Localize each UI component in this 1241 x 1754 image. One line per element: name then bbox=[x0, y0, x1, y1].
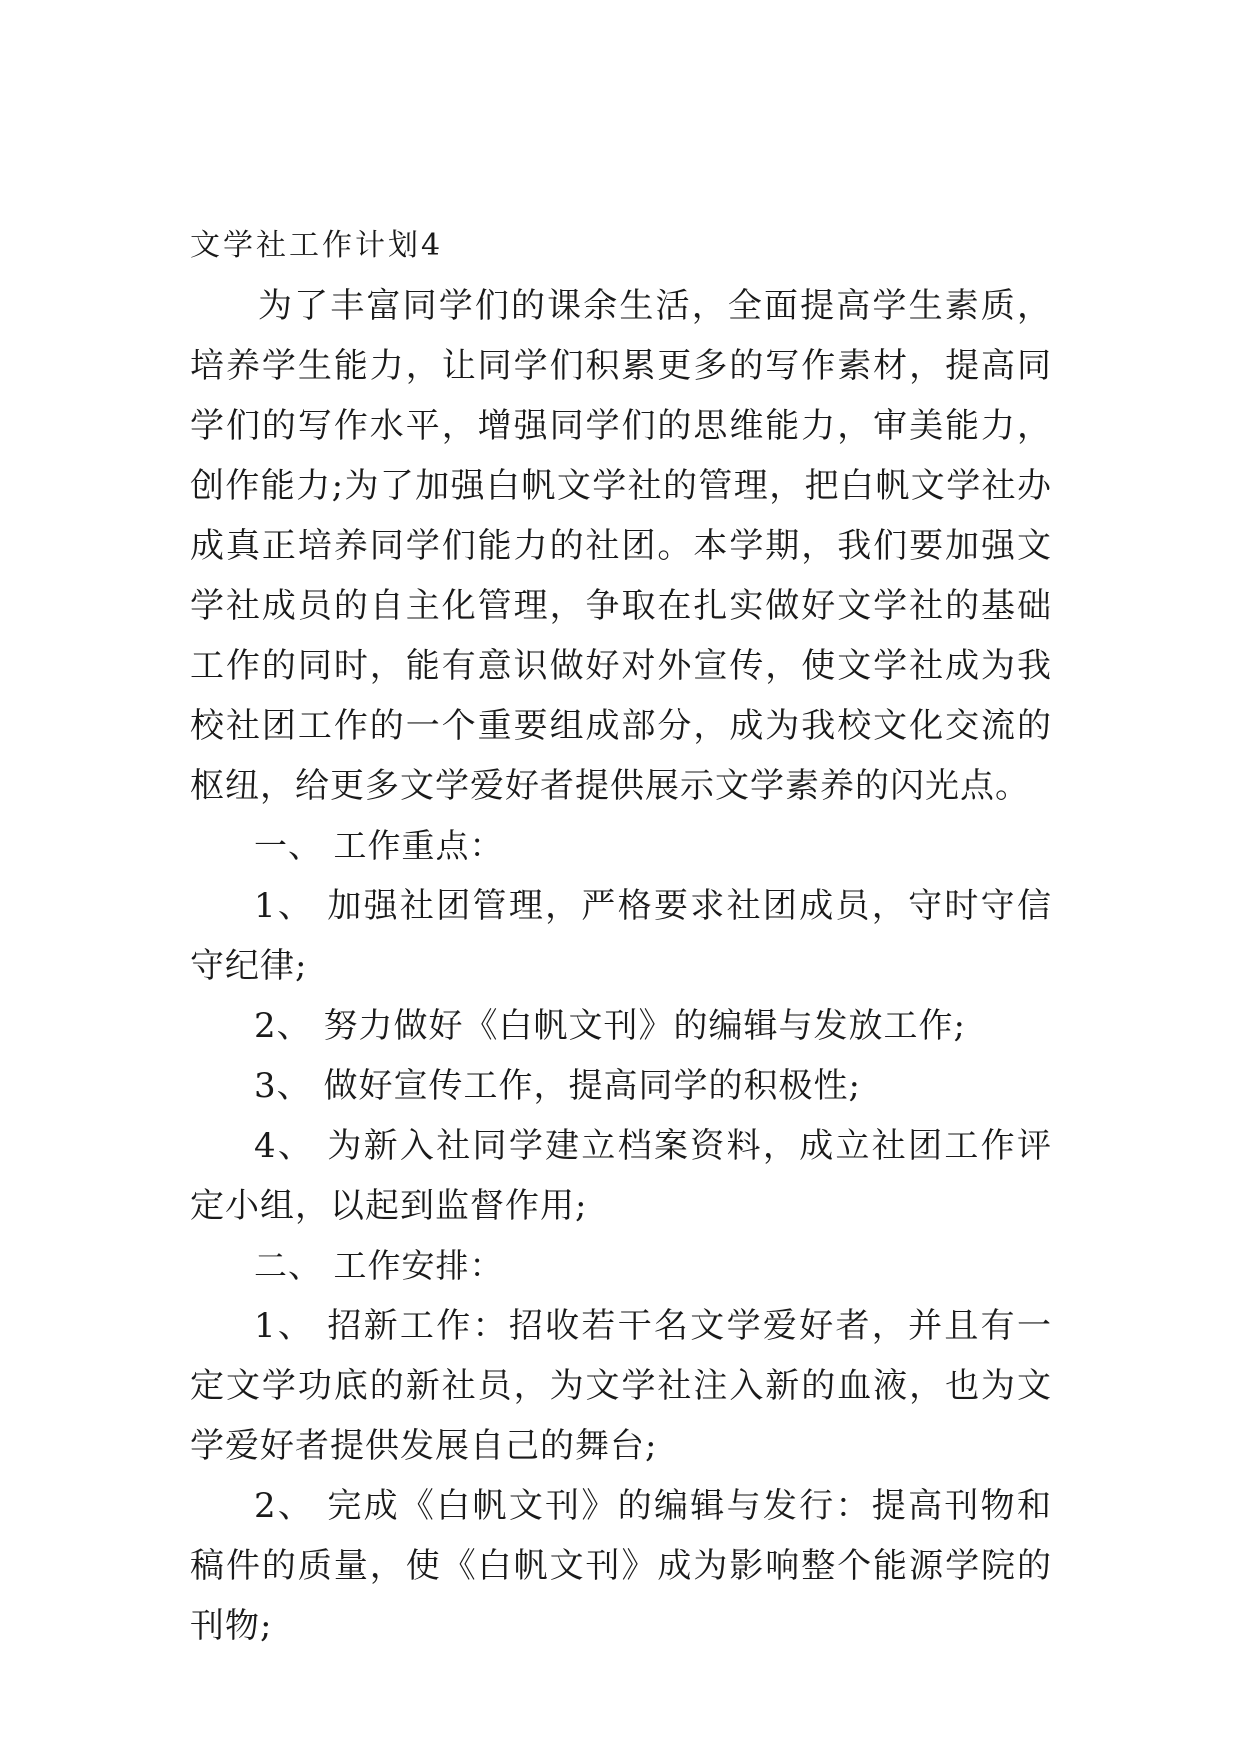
document-title: 文学社工作计划4 bbox=[190, 228, 444, 263]
section-heading-work-focus: 一、 工作重点： bbox=[254, 826, 504, 865]
intro-paragraph: 为了丰富同学们的课余生活，全面提高学生素质，培养学生能力，让同学们积累更多的写作素材，提高同学们的写作水平，增强同学们的思维能力，审美能力，创作能力;为了加强白帆文学社的管理，把白帆文学社办成真正培养同学们能力的社团。本学期，我们要加强文学社成员的自主化管理，争取在扎实做好文学社的基础工作的同时，能有意识做好对外宣传，使文学社成为我校社团工作的一个重要组成部分，成为我校文化交流的枢纽，给更多文学爱好者提供展示文学素养的闪光点。 bbox=[190, 286, 1052, 806]
list-item: 1、 加强社团管理，严格要求社团成员，守时守信守纪律; bbox=[190, 886, 1052, 986]
list-item: 4、 为新入社同学建立档案资料，成立社团工作评定小组，以起到监督作用; bbox=[190, 1126, 1052, 1226]
list-item: 2、 完成《白帆文刊》的编辑与发行：提高刊物和稿件的质量，使《白帆文刊》成为影响整个能源学院的刊物; bbox=[190, 1486, 1052, 1646]
list-item: 2、 努力做好《白帆文刊》的编辑与发放工作; bbox=[254, 1006, 966, 1046]
section-heading-work-arrangement: 二、 工作安排： bbox=[254, 1246, 504, 1285]
document-body bbox=[190, 216, 1052, 1656]
list-item: 1、 招新工作：招收若干名文学爱好者，并且有一定文学功底的新社员，为文学社注入新的血液，也为文学爱好者提供发展自己的舞台; bbox=[190, 1306, 1052, 1466]
list-item: 3、 做好宣传工作，提高同学的积极性; bbox=[254, 1066, 861, 1106]
